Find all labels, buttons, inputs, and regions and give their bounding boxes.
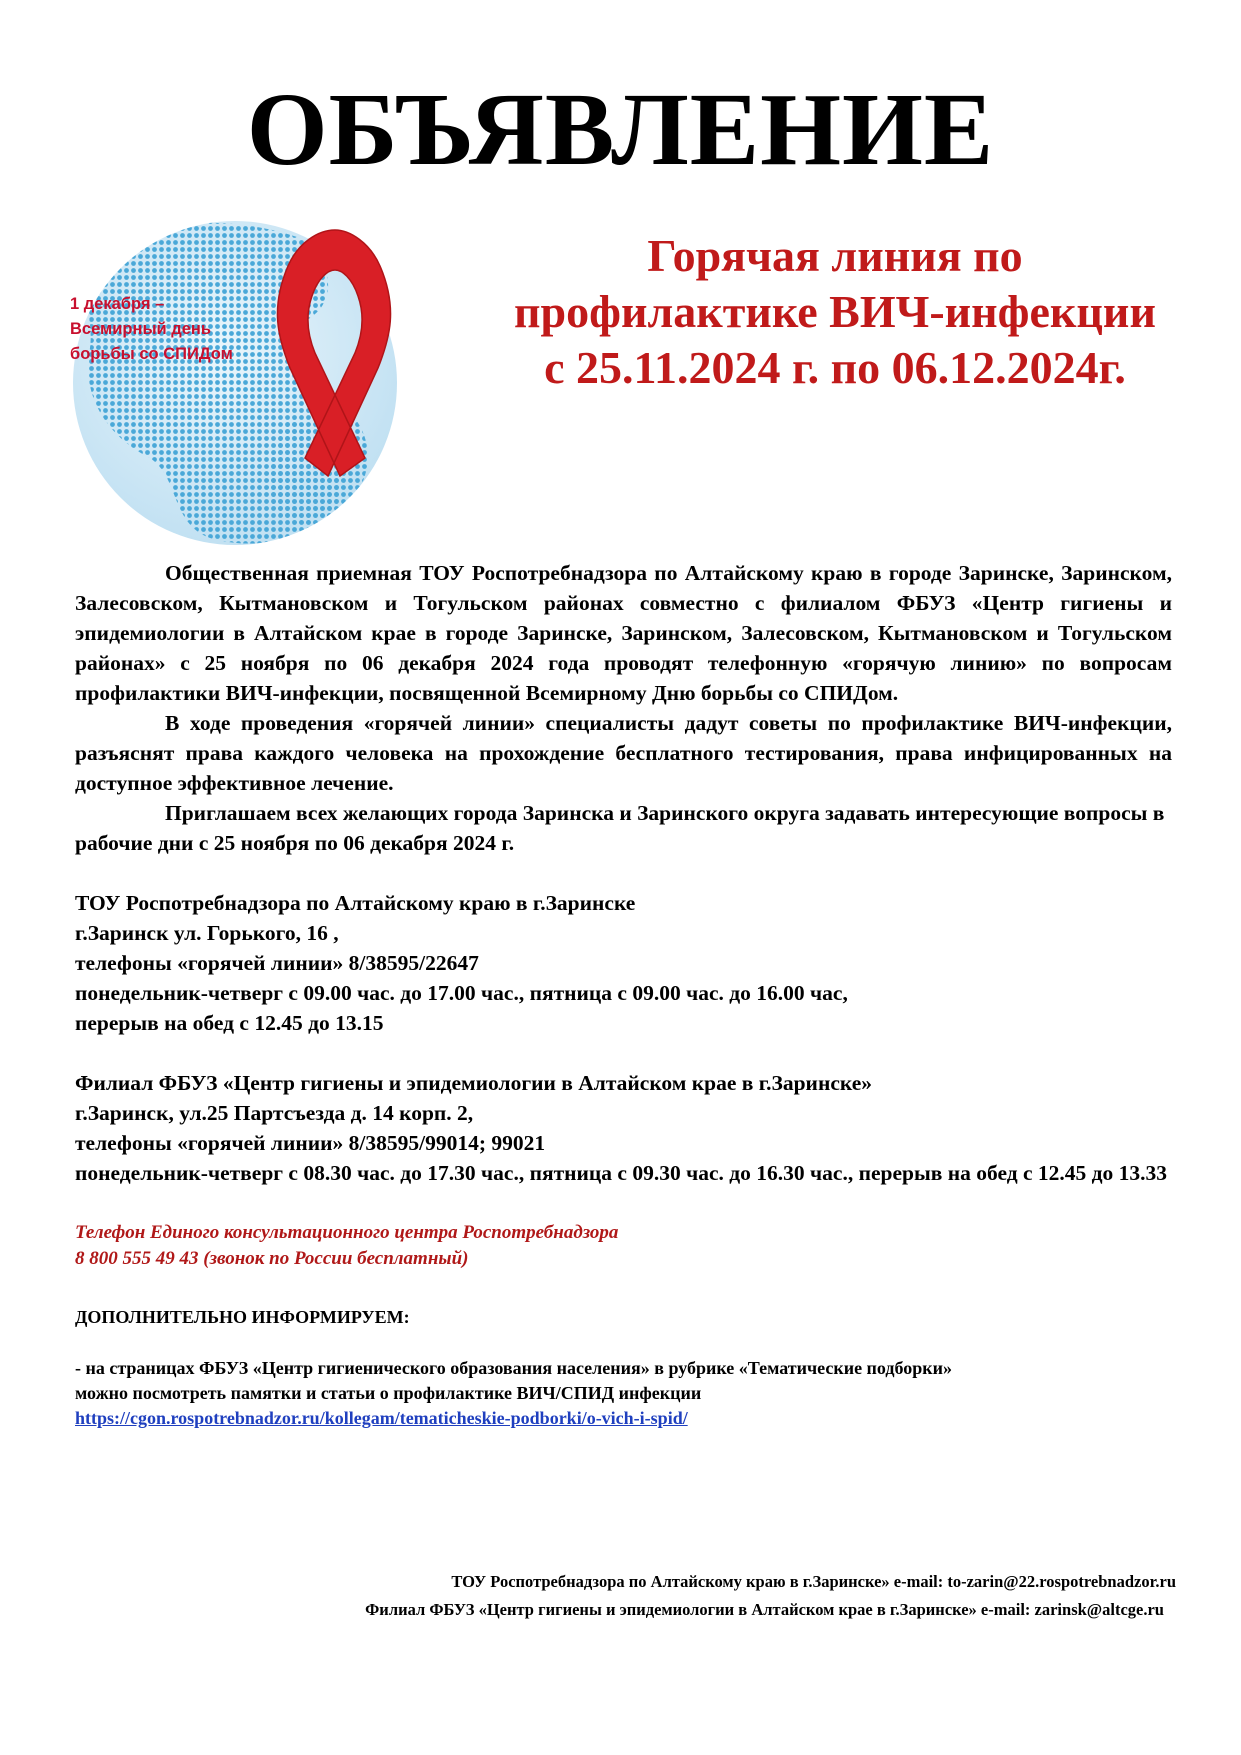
footer-email-tou: ТОУ Роспотребнадзора по Алтайскому краю в г.Заринске» e-mail: to-zarin@22.rospotrebnadzor.ru — [451, 1572, 1176, 1591]
additional-line: - на страницах ФБУЗ «Центр гигиенического образования населения» в рубрике «Тематические подборки» — [75, 1358, 953, 1378]
contact-address: г.Заринск ул. Горького, 16 , — [75, 921, 339, 945]
contact-phones: телефоны «горячей линии» 8/38595/22647 — [75, 951, 479, 975]
additional-line: можно посмотреть памятки и статьи о профилактике ВИЧ/СПИД инфекции — [75, 1383, 702, 1403]
intro-paragraph: Общественная приемная ТОУ Роспотребнадзора по Алтайскому краю в городе Заринске, Заринском, Залесовском, Кытмановском и Тогульском районах совместно с филиалом ФБУЗ «Центр гигиены и эпидемиологии в Алтайском крае в городе Заринске, Заринском, Залесовском, Кытмановском и Тогульском районах» с 25 ноября по 06 декабря 2024 года проводят телефонную «горячую линию» по вопросам профилактики ВИЧ-инфекции, посвященной Всемирному Дню борьбы со СПИДом. — [75, 561, 1172, 705]
consultation-center-note — [75, 1220, 1172, 1272]
contact-block-tou — [75, 888, 1172, 1038]
awareness-illustration — [60, 218, 420, 548]
page-title: ОБЪЯВЛЕНИЕ — [246, 72, 995, 187]
headline-line: Горячая линия по — [647, 230, 1023, 281]
invitation-paragraph: Приглашаем всех желающих города Заринска и Заринского округа задавать интересующие вопросы в рабочие дни с 25 ноября по 06 декабря 2024 г. — [75, 801, 1165, 855]
badge-line: Всемирный день — [70, 320, 212, 338]
contact-phones: телефоны «горячей линии» 8/38595/99014; 99021 — [75, 1131, 546, 1155]
additional-info — [75, 1356, 1172, 1431]
footer-contacts — [365, 1568, 1176, 1624]
contact-block-fbuz — [75, 1068, 1172, 1188]
headline-line: с 25.11.2024 г. по 06.12.2024г. — [544, 342, 1126, 393]
world-aids-day-label — [70, 292, 280, 367]
badge-line: 1 декабря – — [70, 295, 165, 313]
footer-email-fbuz: Филиал ФБУЗ «Центр гигиены и эпидемиологии в Алтайском крае в г.Заринске» e-mail: zarinsk@altcge.ru — [365, 1600, 1164, 1619]
contact-address: г.Заринск, ул.25 Партсъезда д. 14 корп. 2, — [75, 1101, 474, 1125]
announcement-body — [75, 558, 1172, 1431]
note-phone: 8 800 555 49 43 (звонок по России бесплатный) — [75, 1248, 469, 1269]
advice-paragraph: В ходе проведения «горячей линии» специалисты дадут советы по профилактике ВИЧ-инфекции, разъяснят права каждого человека на прохождение бесплатного тестирования, права инфицированных на доступное эффективное лечение. — [75, 711, 1172, 795]
hotline-headline — [455, 228, 1215, 396]
contact-hours: понедельник-четверг с 08.30 час. до 17.30 час., пятница с 09.30 час. до 16.30 час., перерыв на обед с 12.45 до 13.33 — [75, 1161, 1168, 1185]
resource-link[interactable]: https://cgon.rospotrebnadzor.ru/kollegam/tematicheskie-podborki/o-vich-i-spid/ — [75, 1408, 688, 1428]
badge-line: борьбы со СПИДом — [70, 345, 233, 363]
contact-hours: понедельник-четверг с 09.00 час. до 17.00 час., пятница с 09.00 час. до 16.00 час, — [75, 981, 848, 1005]
contact-org: Филиал ФБУЗ «Центр гигиены и эпидемиологии в Алтайском крае в г.Заринске» — [75, 1071, 873, 1095]
contact-break: перерыв на обед с 12.45 до 13.15 — [75, 1011, 384, 1035]
note-line: Телефон Единого консультационного центра Роспотребнадзора — [75, 1222, 619, 1243]
contact-org: ТОУ Роспотребнадзора по Алтайскому краю в г.Заринске — [75, 891, 636, 915]
dotted-globe-icon — [60, 218, 420, 548]
additional-info-heading: ДОПОЛНИТЕЛЬНО ИНФОРМИРУЕМ: — [75, 1307, 410, 1327]
headline-line: профилактике ВИЧ-инфекции — [514, 286, 1156, 337]
